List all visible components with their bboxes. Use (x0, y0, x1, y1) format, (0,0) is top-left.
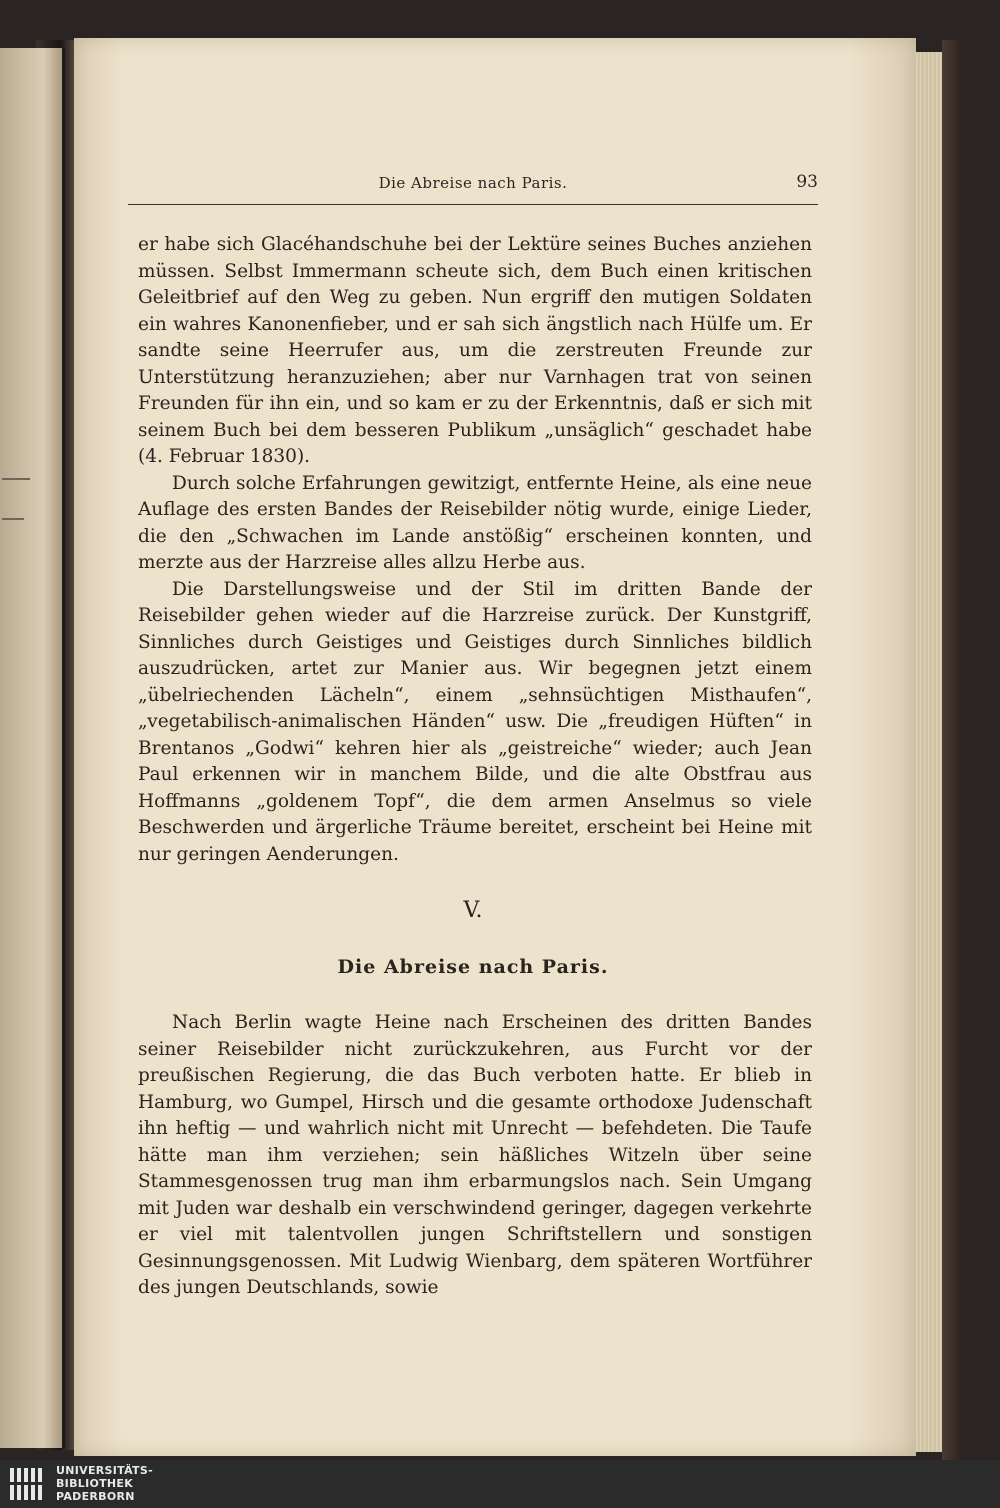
running-head (128, 174, 818, 205)
library-name-line: UNIVERSITÄTS- (56, 1464, 153, 1477)
paragraph: er habe sich Glacéhandschuhe bei der Lektüre seines Buches anziehen müssen. Selbst Immermann scheute sich, dem Buch einen kritischen Geleitbrief auf den Weg zu geben. Nun ergriff den mutigen Soldaten ein wahres Kanonenfieber, und er sah sich ängstlich nach Hülfe um. Er sandte seine Heerrufer aus, um die zerstreuten Freunde zur Unterstützung heranzuziehen; aber nur Varnhagen trat von seinen Freunden für ihn ein, und so kam er zu der Erkenntnis, daß er sich mit seinem Buch bei dem besseren Publikum „unsäglich“ geschadet habe (4. Februar 1830). (138, 234, 812, 467)
paragraph: Nach Berlin wagte Heine nach Erscheinen des dritten Bandes seiner Reisebilder nicht zurückzukehren, aus Furcht vor der preußischen Regierung, die das Buch verboten hatte. Er blieb in Hamburg, wo Gumpel, Hirsch und die gesamte orthodoxe Judenschaft ihn heftig — und wahrlich nicht mit Unrecht — befehdeten. Die Taufe hätte man ihm verziehen; sein häßliches Witzeln über seine Stammesgenossen trug man ihm erbarmungslos nach. Sein Umgang mit Juden war deshalb ein verschwindend geringer, dagegen verkehrte er viel mit talentvollen jungen Schriftstellern und sonstigen Gesinnungsgenossen. Mit Ludwig Wienbarg, dem späteren Wortführer des jungen Deutschlands, sowie (138, 1012, 812, 1298)
running-title: Die Abreise nach Paris. (378, 174, 568, 192)
library-name-line: PADERBORN (56, 1490, 135, 1503)
paragraph: Durch solche Erfahrungen gewitzigt, entfernte Heine, als eine neue Auflage des ersten Bandes der Reisebilder nötig wurde, einige Lieder, die den „Schwachen im Lande anstößig“ erscheinen konnten, und merzte aus der Harzreise alles allzu Herbe aus. (138, 472, 812, 573)
library-name (56, 1464, 153, 1503)
body-text-bottom (138, 1010, 812, 1302)
left-page-edge (0, 48, 65, 1448)
university-library-logo-icon (8, 1466, 48, 1502)
left-page-mark (2, 518, 24, 520)
body-text-top (138, 232, 812, 868)
footer-bar (0, 1460, 1000, 1508)
library-name-line: BIBLIOTHEK (56, 1477, 134, 1490)
left-page-mark (2, 478, 30, 480)
page-number: 93 (796, 172, 818, 192)
paragraph: Die Darstellungsweise und der Stil im dritten Bande der Reisebilder gehen wieder auf die Harzreise zurück. Der Kunstgriff, Sinnliches durch Geistiges und Geistiges durch Sinnliches bildlich auszudrücken, artet zur Manier aus. Wir begegnen jetzt einem „übelriechenden Lächeln“, einem „sehnsüchtigen Misthaufen“, „vegetabilisch-animalischen Händen“ usw. Die „freudigen Hüften“ in Brentanos „Godwi“ kehren hier als „geistreiche“ wieder; auch Jean Paul erkennen wir in manchem Bilde, und die alte Obstfrau aus Hoffmanns „goldenem Topf“, die dem armen Anselmus so viele Beschwerden und ärgerliche Träume bereitet, erscheint bei Heine mit nur geringen Aenderungen. (138, 578, 812, 865)
page-edges (912, 52, 945, 1452)
chapter-number: V. (463, 898, 483, 923)
chapter-title: Die Abreise nach Paris. (337, 956, 609, 978)
book-cover-edge (942, 40, 962, 1460)
